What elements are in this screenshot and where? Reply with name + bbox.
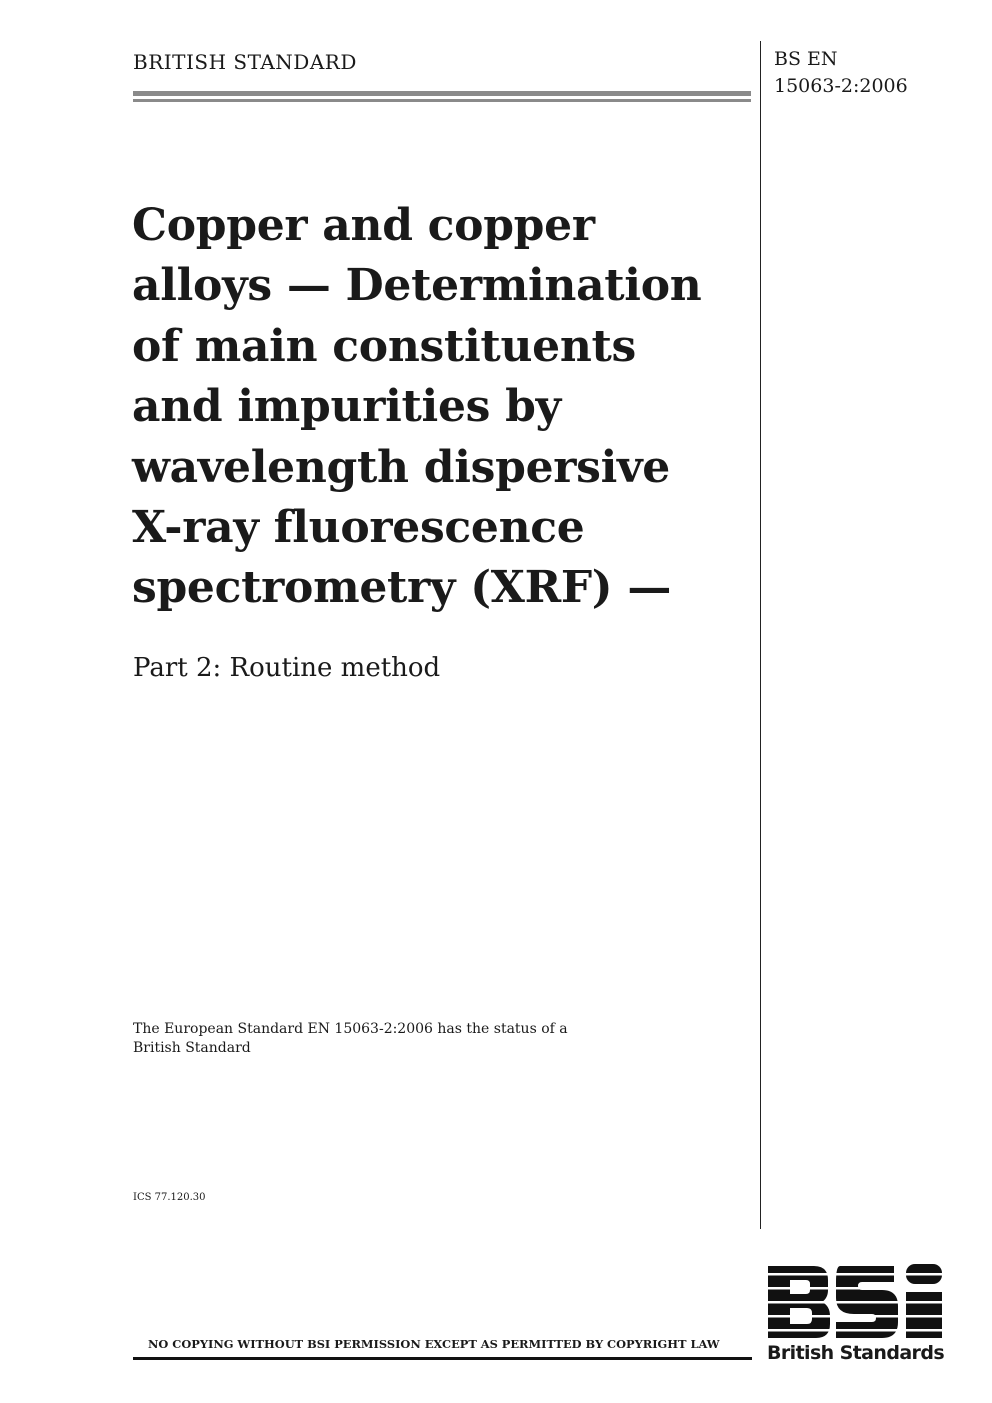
document-number-line-1: BS EN [774, 48, 838, 70]
header-label: BRITISH STANDARD [133, 50, 357, 74]
title-line: spectrometry (XRF) — [132, 562, 672, 614]
document-number [774, 46, 908, 100]
vertical-divider [760, 41, 761, 1229]
title-line: Copper and copper [132, 200, 595, 251]
ics-code: ICS 77.120.30 [133, 1192, 206, 1203]
footer-rule [133, 1357, 752, 1360]
header-rule-thick [133, 91, 751, 96]
header-rule-thin [133, 99, 751, 102]
title-line: of main constituents [132, 320, 637, 372]
document-number-line-2: 15063-2:2006 [774, 75, 908, 97]
title-line: X-ray fluorescence [132, 502, 585, 554]
title-line: wavelength dispersive [132, 441, 670, 493]
bsi-logo-caption: British Standards [767, 1342, 945, 1364]
copyright-notice: NO COPYING WITHOUT BSI PERMISSION EXCEPT AS PERMITTED BY COPYRIGHT LAW [148, 1337, 720, 1351]
status-note [133, 1020, 568, 1058]
status-note-line-1: The European Standard EN 15063-2:2006 has the status of a [133, 1021, 568, 1037]
document-subtitle: Part 2: Routine method [133, 653, 441, 683]
title-line: alloys — Determination [132, 260, 702, 312]
status-note-line-2: British Standard [133, 1040, 251, 1056]
title-line: and impurities by [132, 381, 561, 433]
document-title [132, 196, 757, 619]
